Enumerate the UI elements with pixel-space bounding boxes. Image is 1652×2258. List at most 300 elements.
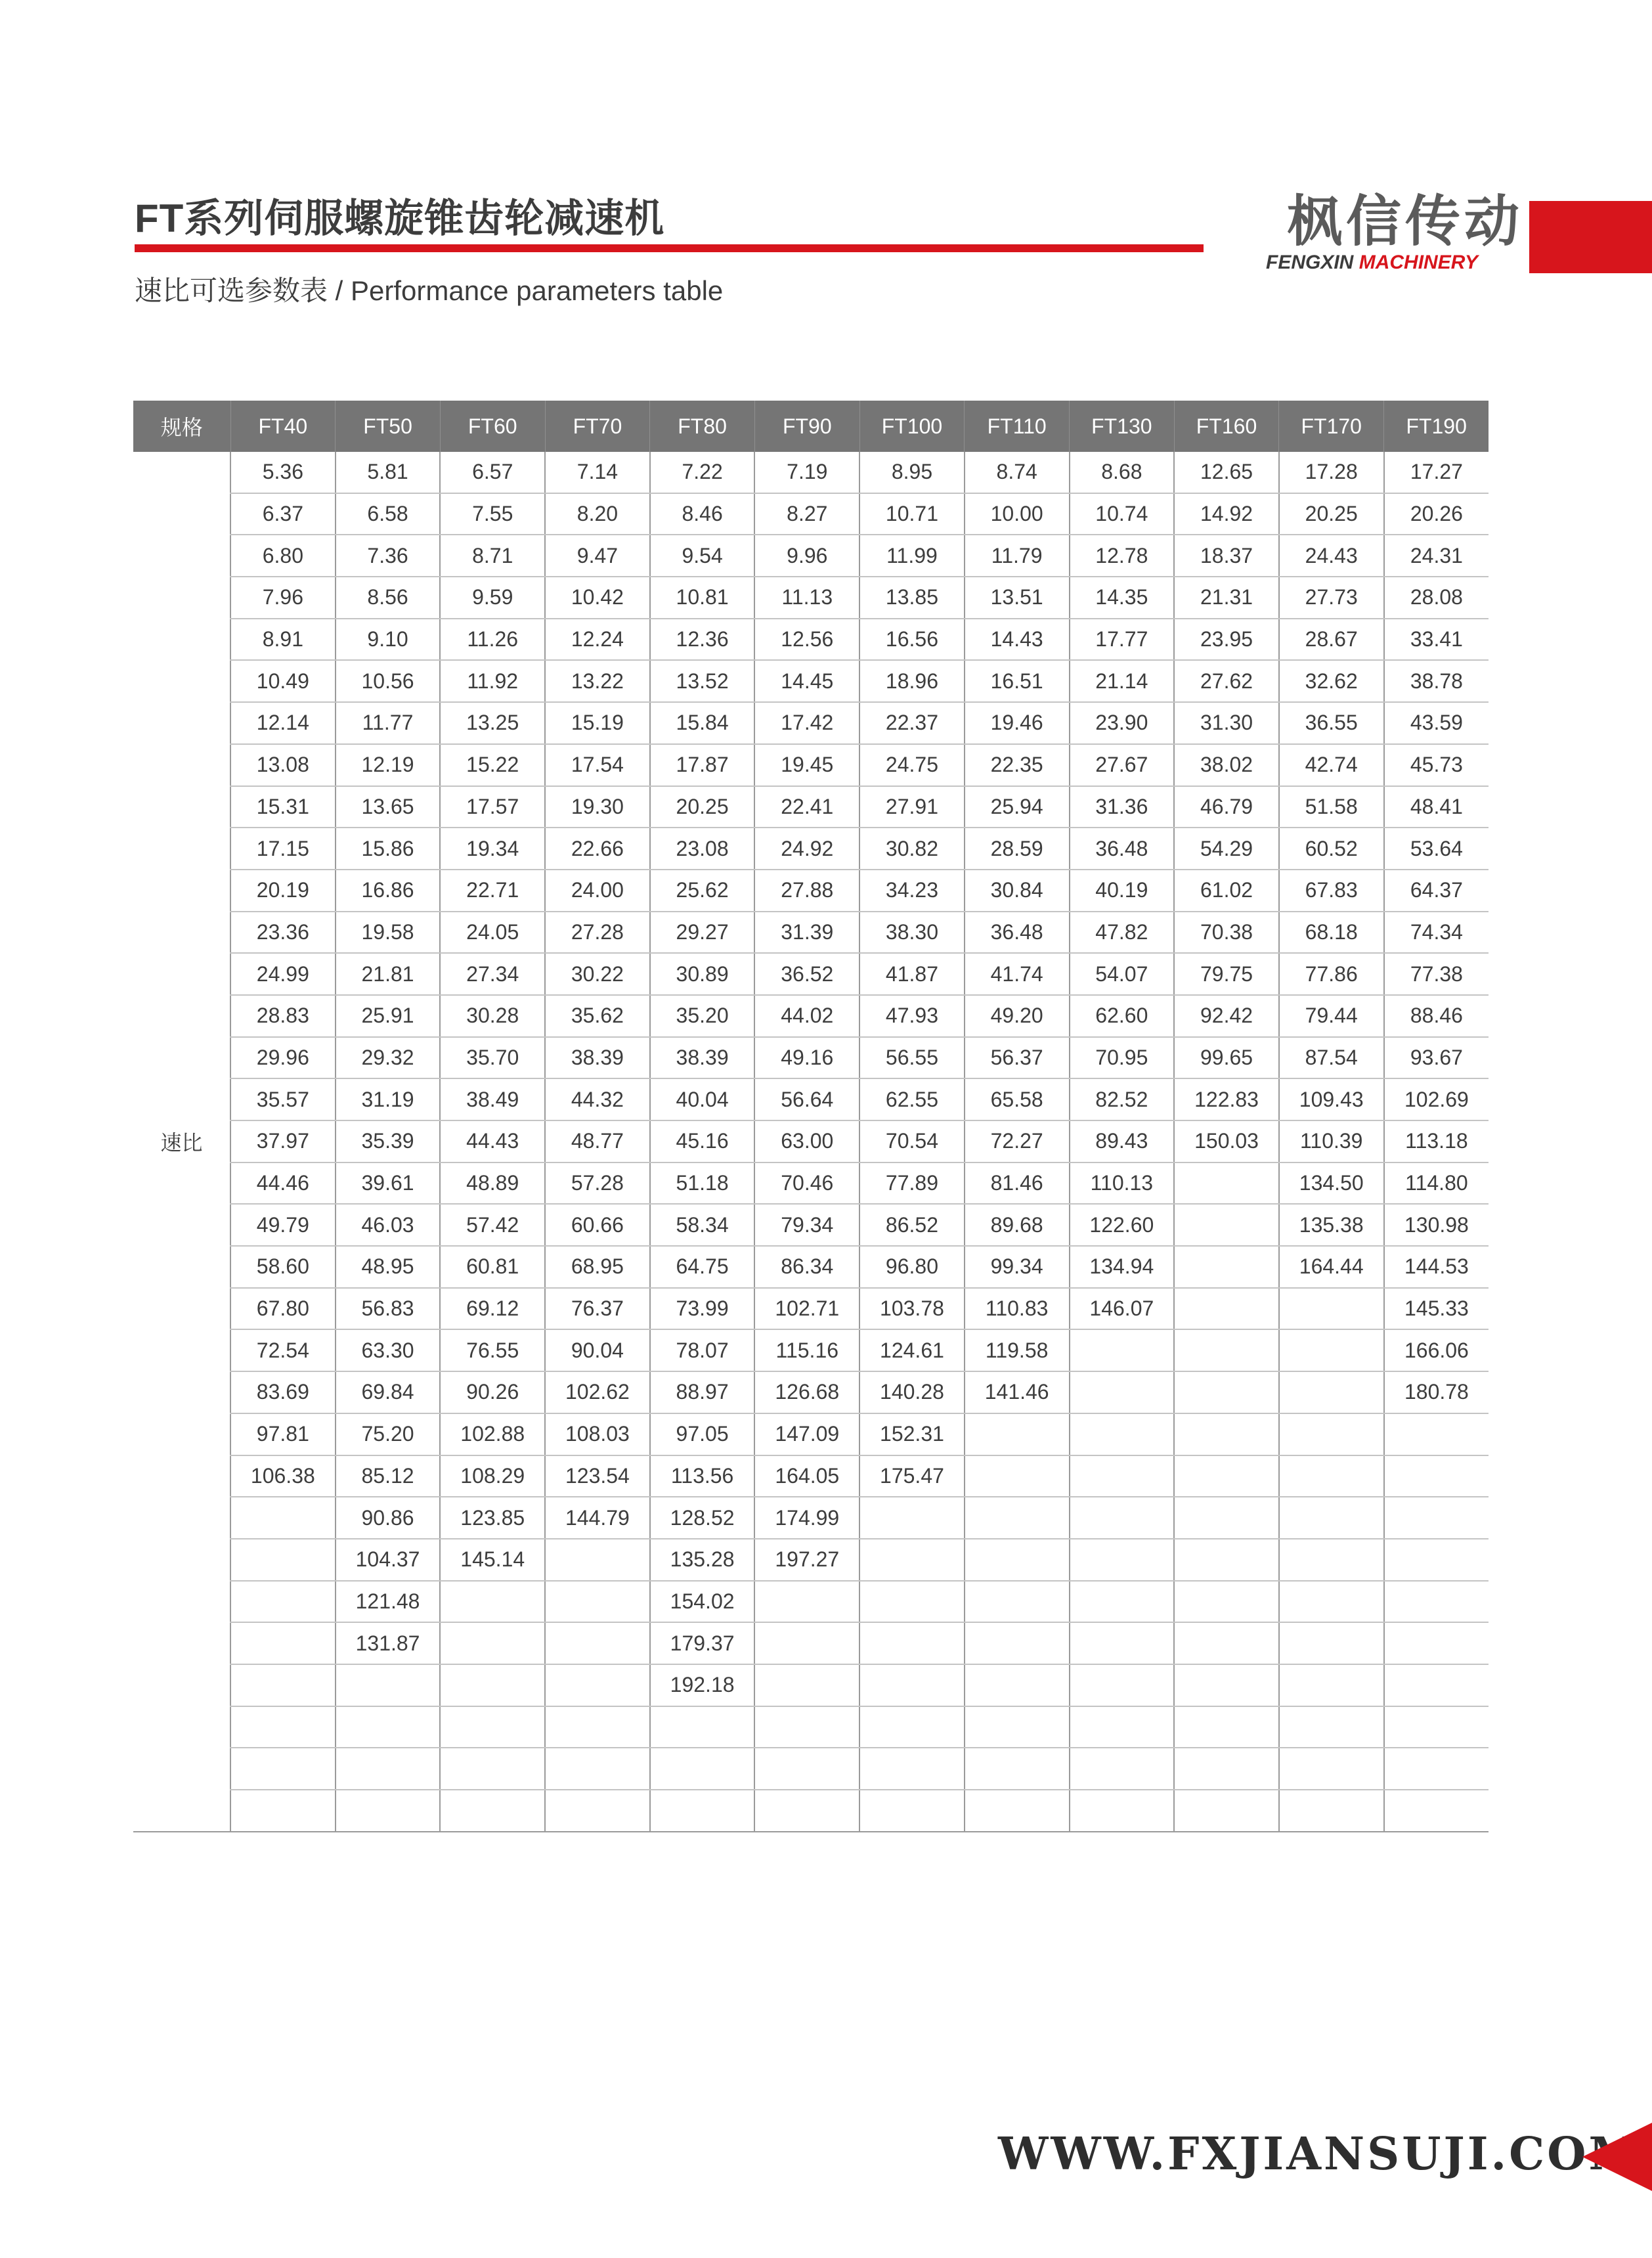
table-cell [1070,1371,1175,1413]
table-cell [440,1622,545,1664]
table-cell: 67.80 [230,1288,336,1330]
table-cell [1384,1455,1489,1497]
table-cell: 58.60 [230,1246,336,1288]
table-cell: 79.34 [754,1204,859,1246]
table-cell [650,1706,755,1748]
table-cell: 20.19 [230,870,336,912]
table-cell: 24.75 [859,744,965,786]
table-cell: 70.46 [754,1162,859,1205]
table-cell: 145.33 [1384,1288,1489,1330]
table-cell: 19.46 [965,702,1070,744]
table-cell: 23.95 [1174,619,1279,661]
table-cell: 38.02 [1174,744,1279,786]
title-rule [135,244,1204,252]
table-cell: 20.25 [650,786,755,828]
table-cell [754,1664,859,1706]
table-cell [1174,1455,1279,1497]
table-cell [1070,1790,1175,1832]
table-cell: 77.86 [1279,953,1384,995]
column-header-ft70: FT70 [545,401,650,452]
table-cell [1174,1622,1279,1664]
table-cell [1279,1413,1384,1455]
table-cell [1279,1748,1384,1790]
table-cell: 60.81 [440,1246,545,1288]
table-cell: 57.28 [545,1162,650,1205]
table-cell [859,1706,965,1748]
table-cell [1070,1748,1175,1790]
table-cell: 24.99 [230,953,336,995]
table-cell: 21.14 [1070,660,1175,702]
table-cell: 113.18 [1384,1120,1489,1162]
table-cell: 29.96 [230,1037,336,1079]
table-row [133,912,1489,954]
table-cell: 135.38 [1279,1204,1384,1246]
table-cell: 28.83 [230,995,336,1037]
table-cell: 30.82 [859,828,965,870]
column-header-ft160: FT160 [1174,401,1279,452]
table-cell [1279,1371,1384,1413]
table-cell: 13.25 [440,702,545,744]
table-cell [1174,1790,1279,1832]
table-cell [440,1664,545,1706]
table-cell: 150.03 [1174,1120,1279,1162]
table-cell [1070,1706,1175,1748]
table-row [133,1455,1489,1497]
table-cell: 114.80 [1384,1162,1489,1205]
table-cell: 88.46 [1384,995,1489,1037]
table-cell [1070,1455,1175,1497]
table-cell: 135.28 [650,1539,755,1581]
table-cell [1384,1748,1489,1790]
table-cell: 19.58 [336,912,441,954]
website-url[interactable]: WWW.FXJIANSUJI.COM [998,2128,1641,2181]
table-cell: 8.20 [545,493,650,535]
table-cell [1279,1539,1384,1581]
table-row [133,1204,1489,1246]
table-cell [859,1622,965,1664]
table-row [133,828,1489,870]
table-cell [440,1748,545,1790]
table-cell: 30.84 [965,870,1070,912]
table-cell [1279,1455,1384,1497]
table-cell: 7.96 [230,577,336,619]
table-cell: 37.97 [230,1120,336,1162]
table-cell: 35.39 [336,1120,441,1162]
table-cell: 49.16 [754,1037,859,1079]
column-header-ft50: FT50 [336,401,441,452]
table-cell [545,1581,650,1623]
table-cell: 197.27 [754,1539,859,1581]
table-cell: 10.81 [650,577,755,619]
table-cell: 174.99 [754,1497,859,1539]
performance-table [133,401,1489,1832]
table-cell: 16.56 [859,619,965,661]
table-cell: 40.19 [1070,870,1175,912]
table-cell: 72.27 [965,1120,1070,1162]
table-cell: 33.41 [1384,619,1489,661]
table-cell: 15.22 [440,744,545,786]
table-cell [859,1748,965,1790]
table-row [133,1413,1489,1455]
table-cell: 79.75 [1174,953,1279,995]
table-cell: 10.49 [230,660,336,702]
table-cell: 79.44 [1279,995,1384,1037]
table-cell: 36.48 [1070,828,1175,870]
brand-en-part2: MACHINERY [1359,252,1478,273]
table-cell: 16.51 [965,660,1070,702]
table-cell: 130.98 [1384,1204,1489,1246]
table-cell [1279,1790,1384,1832]
table-cell: 8.46 [650,493,755,535]
table-row [133,1037,1489,1079]
table-cell: 14.43 [965,619,1070,661]
column-header-ft190: FT190 [1384,401,1489,452]
table-cell: 11.77 [336,702,441,744]
table-cell: 76.37 [545,1288,650,1330]
brand-red-block [1529,201,1652,273]
table-cell: 54.29 [1174,828,1279,870]
table-cell [754,1622,859,1664]
table-cell: 69.84 [336,1371,441,1413]
table-cell: 12.24 [545,619,650,661]
table-cell: 10.71 [859,493,965,535]
table-cell: 18.96 [859,660,965,702]
table-cell: 164.44 [1279,1246,1384,1288]
table-cell: 24.05 [440,912,545,954]
brand-logo-zh: 枫信传动 [1287,190,1524,252]
table-cell: 108.03 [545,1413,650,1455]
table-row [133,1162,1489,1205]
table-cell [1279,1581,1384,1623]
table-cell: 83.69 [230,1371,336,1413]
table-cell: 60.52 [1279,828,1384,870]
table-cell: 49.20 [965,995,1070,1037]
table-cell: 7.19 [754,452,859,493]
table-cell: 22.37 [859,702,965,744]
table-cell [1070,1539,1175,1581]
table-cell [650,1748,755,1790]
table-cell: 34.23 [859,870,965,912]
table-cell [965,1664,1070,1706]
table-cell: 28.08 [1384,577,1489,619]
table-row [133,1078,1489,1120]
table-cell: 8.27 [754,493,859,535]
table-cell: 31.36 [1070,786,1175,828]
table-cell: 60.66 [545,1204,650,1246]
table-cell: 110.39 [1279,1120,1384,1162]
table-cell: 36.52 [754,953,859,995]
table-cell: 17.27 [1384,452,1489,493]
table-cell: 11.13 [754,577,859,619]
table-cell: 77.38 [1384,953,1489,995]
table-row [133,660,1489,702]
table-cell [1279,1497,1384,1539]
table-cell [230,1664,336,1706]
table-cell: 166.06 [1384,1329,1489,1371]
table-cell: 70.54 [859,1120,965,1162]
table-row [133,744,1489,786]
table-cell: 140.28 [859,1371,965,1413]
table-cell [1174,1162,1279,1205]
table-cell: 82.52 [1070,1078,1175,1120]
table-cell: 24.92 [754,828,859,870]
table-cell [1279,1664,1384,1706]
table-cell: 76.55 [440,1329,545,1371]
table-cell: 62.60 [1070,995,1175,1037]
table-cell: 6.80 [230,535,336,577]
table-cell: 144.79 [545,1497,650,1539]
table-cell [859,1664,965,1706]
brand-en-part1: FENGXIN [1266,252,1354,273]
table-cell: 88.97 [650,1371,755,1413]
table-cell: 24.00 [545,870,650,912]
table-cell: 51.58 [1279,786,1384,828]
table-row [133,1622,1489,1664]
table-cell: 17.54 [545,744,650,786]
table-cell: 110.13 [1070,1162,1175,1205]
table-row [133,577,1489,619]
previous-page-arrow-icon[interactable] [1582,2123,1652,2191]
table-cell: 93.67 [1384,1037,1489,1079]
table-cell: 108.29 [440,1455,545,1497]
column-header-ft170: FT170 [1279,401,1384,452]
table-cell: 18.37 [1174,535,1279,577]
table-cell: 12.36 [650,619,755,661]
table-cell: 65.58 [965,1078,1070,1120]
table-cell: 99.65 [1174,1037,1279,1079]
table-cell: 48.95 [336,1246,441,1288]
table-cell: 48.41 [1384,786,1489,828]
table-cell: 119.58 [965,1329,1070,1371]
column-header-ft80: FT80 [650,401,755,452]
table-cell [965,1790,1070,1832]
table-cell [965,1581,1070,1623]
table-cell: 122.60 [1070,1204,1175,1246]
table-cell: 27.73 [1279,577,1384,619]
table-cell: 31.30 [1174,702,1279,744]
table-cell: 9.47 [545,535,650,577]
table-cell: 67.83 [1279,870,1384,912]
table-cell: 11.79 [965,535,1070,577]
table-cell: 90.26 [440,1371,545,1413]
table-cell: 14.92 [1174,493,1279,535]
table-cell [440,1790,545,1832]
table-cell [1174,1539,1279,1581]
table-cell: 13.08 [230,744,336,786]
column-header-ft60: FT60 [440,401,545,452]
table-cell: 102.62 [545,1371,650,1413]
table-cell [230,1748,336,1790]
table-cell: 68.95 [545,1246,650,1288]
table-cell: 40.04 [650,1078,755,1120]
table-cell: 38.39 [650,1037,755,1079]
table-cell: 22.41 [754,786,859,828]
table-cell: 144.53 [1384,1246,1489,1288]
table-cell: 30.28 [440,995,545,1037]
table-cell: 106.38 [230,1455,336,1497]
table-cell: 48.77 [545,1120,650,1162]
table-cell: 46.03 [336,1204,441,1246]
table-cell: 12.19 [336,744,441,786]
table-cell: 85.12 [336,1455,441,1497]
table-cell: 29.32 [336,1037,441,1079]
table-cell [1174,1204,1279,1246]
table-cell: 21.81 [336,953,441,995]
table-cell: 7.36 [336,535,441,577]
table-cell: 102.71 [754,1288,859,1330]
table-cell [545,1664,650,1706]
table-cell [1279,1622,1384,1664]
brand-logo-en [1266,252,1478,274]
table-cell: 6.57 [440,452,545,493]
table-cell [230,1706,336,1748]
table-cell [1384,1539,1489,1581]
table-row [133,1120,1489,1162]
table-cell: 30.22 [545,953,650,995]
table-cell: 44.46 [230,1162,336,1205]
table-cell: 96.80 [859,1246,965,1288]
table-cell: 13.65 [336,786,441,828]
table-cell [336,1706,441,1748]
table-cell: 77.89 [859,1162,965,1205]
table-cell: 10.00 [965,493,1070,535]
table-cell: 54.07 [1070,953,1175,995]
table-cell: 102.69 [1384,1078,1489,1120]
table-cell: 15.31 [230,786,336,828]
table-cell: 56.55 [859,1037,965,1079]
table-cell: 43.59 [1384,702,1489,744]
table-row [133,1539,1489,1581]
table-cell: 35.20 [650,995,755,1037]
table-cell: 11.26 [440,619,545,661]
table-cell: 11.99 [859,535,965,577]
table-cell: 123.85 [440,1497,545,1539]
table-cell: 56.37 [965,1037,1070,1079]
table-cell: 23.08 [650,828,755,870]
table-cell [1174,1246,1279,1288]
table-cell [1384,1581,1489,1623]
table-cell: 27.88 [754,870,859,912]
table-cell: 35.70 [440,1037,545,1079]
column-header-spec: 规格 [133,401,230,452]
table-row [133,702,1489,744]
table-cell: 15.19 [545,702,650,744]
table-cell: 146.07 [1070,1288,1175,1330]
table-cell: 12.14 [230,702,336,744]
table-cell: 180.78 [1384,1371,1489,1413]
table-cell: 7.55 [440,493,545,535]
table-cell: 152.31 [859,1413,965,1455]
table-cell: 27.91 [859,786,965,828]
table-cell: 23.36 [230,912,336,954]
table-row [133,1748,1489,1790]
table-cell: 17.87 [650,744,755,786]
table-cell [230,1539,336,1581]
table-cell [754,1581,859,1623]
table-cell [545,1539,650,1581]
table-cell [1070,1581,1175,1623]
table-cell [230,1581,336,1623]
table-row [133,1790,1489,1832]
table-cell: 64.75 [650,1246,755,1288]
table-cell: 15.84 [650,702,755,744]
table-cell: 23.90 [1070,702,1175,744]
table-cell: 47.93 [859,995,965,1037]
table-cell: 154.02 [650,1581,755,1623]
table-row [133,870,1489,912]
table-cell [230,1790,336,1832]
table-cell: 38.39 [545,1037,650,1079]
column-header-ft100: FT100 [859,401,965,452]
page-title: FT系列伺服螺旋锥齿轮减速机 [135,196,665,240]
table-cell: 13.51 [965,577,1070,619]
table-cell [859,1790,965,1832]
table-cell: 110.83 [965,1288,1070,1330]
table-cell: 64.37 [1384,870,1489,912]
table-cell [1174,1371,1279,1413]
table-row [133,786,1489,828]
table-cell: 141.46 [965,1371,1070,1413]
table-cell: 21.31 [1174,577,1279,619]
table-cell [1070,1329,1175,1371]
table-cell: 164.05 [754,1455,859,1497]
table-cell: 126.68 [754,1371,859,1413]
table-cell [754,1748,859,1790]
table-cell [859,1539,965,1581]
table-cell: 63.00 [754,1120,859,1162]
table-cell [1070,1622,1175,1664]
table-cell [1174,1329,1279,1371]
table-cell: 75.20 [336,1413,441,1455]
table-cell: 68.18 [1279,912,1384,954]
table-cell: 9.10 [336,619,441,661]
table-cell [1174,1497,1279,1539]
table-cell: 30.89 [650,953,755,995]
table-cell: 6.58 [336,493,441,535]
table-cell: 17.77 [1070,619,1175,661]
table-cell: 97.81 [230,1413,336,1455]
table-cell [965,1706,1070,1748]
table-cell: 53.64 [1384,828,1489,870]
table-cell: 17.57 [440,786,545,828]
table-cell: 131.87 [336,1622,441,1664]
table-cell: 78.07 [650,1329,755,1371]
table-cell [1174,1706,1279,1748]
table-cell: 134.94 [1070,1246,1175,1288]
table-cell: 41.87 [859,953,965,995]
table-cell [1070,1497,1175,1539]
table-cell: 27.67 [1070,744,1175,786]
table-cell: 19.45 [754,744,859,786]
table-cell: 10.74 [1070,493,1175,535]
table-cell: 38.30 [859,912,965,954]
table-row [133,1329,1489,1371]
table-row [133,493,1489,535]
table-cell: 19.30 [545,786,650,828]
table-cell: 25.62 [650,870,755,912]
row-label-ratio: 速比 [133,452,230,1832]
table-cell: 31.19 [336,1078,441,1120]
table-cell: 103.78 [859,1288,965,1330]
table-cell [336,1748,441,1790]
table-cell [545,1622,650,1664]
table-cell: 22.35 [965,744,1070,786]
table-cell: 25.94 [965,786,1070,828]
table-cell: 10.42 [545,577,650,619]
table-cell: 86.34 [754,1246,859,1288]
table-cell: 115.16 [754,1329,859,1371]
table-cell: 11.92 [440,660,545,702]
